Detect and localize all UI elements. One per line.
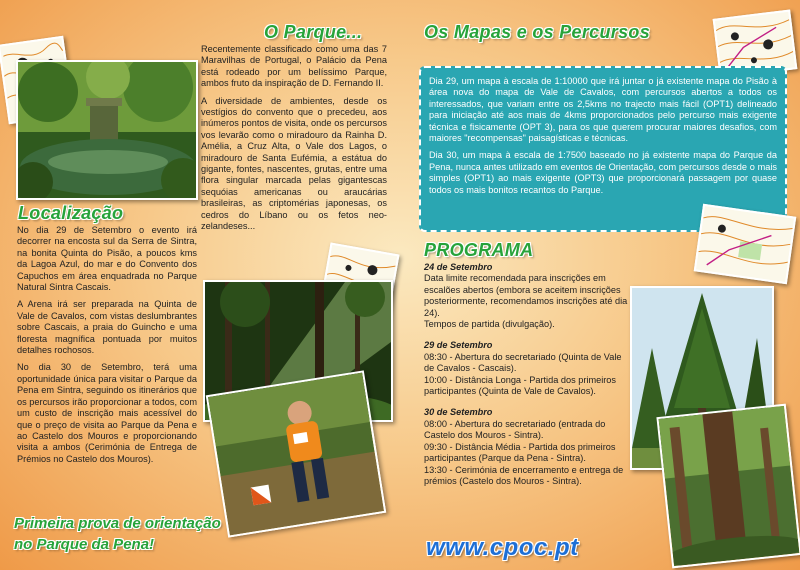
- programa-day-3-line-3: 13:30 - Cerimónia de encerramento e entrega de prémios (Castelo dos Mouros - Sintra).: [424, 464, 624, 486]
- mapas-paragraph-2: Dia 30, um mapa à escala de 1:7500 baseado no já existente mapa do Parque da Pena, nunca antes utilizado em eventos de Orientação, com percursos desde o mais simples (OPT1) ao mais exigente (OPT3) que proporcionará passagem por quase todos os mais bonitos recantos do Parque.: [429, 150, 777, 195]
- programa-day-1-line-2: Tempos de partida (divulgação).: [424, 319, 555, 330]
- orienteering-runner-photo: [206, 370, 387, 537]
- programa-day-1-line-1: Data limite recomendada para inscrições em escalões abertos (embora se aceitem inscrições posteriormente, recomendamos inscrições até dia 24).: [424, 273, 628, 318]
- lake-garden-photo: [16, 60, 198, 200]
- programa-day-2-line-1: 08:30 - Abertura do secretariado (Quinta de Vale de Cavalos - Cascais).: [424, 351, 622, 374]
- programa-day-2-line-2: 10:00 - Distância Longa - Partida dos primeiros participantes (Quinta de Vale de Cavalos).: [424, 374, 617, 397]
- mapas-paragraph-1: Dia 29, um mapa à escala de 1:10000 que irá juntar o já existente mapa do Pisão à área nova do mapa de Vale de Cavalos, com percursos abertos a todos os interessados, que variam entre os 2,5kms no trajecto mais fácil (OPT1) delineado para iniciação até aos mais de 4kms proporcionados pelo percurso mais exigente técnica e fisicamente (OPT 3), para os que querem procurar maiores desafios, com maiores "recompensas" paisagísticas e técnicas.: [429, 76, 777, 144]
- parque-text: [201, 44, 387, 239]
- parque-title: O Parque...: [264, 22, 363, 42]
- website-url[interactable]: www.cpoc.pt: [426, 534, 579, 561]
- programa-day-3-line-2: 09:30 - Distância Média - Partida dos primeiros participantes (Parque da Pena - Sintra).: [424, 441, 616, 464]
- mapas-text: [429, 76, 777, 196]
- programa-day-3: [424, 407, 634, 487]
- programa-day-2-date: 29 de Setembro: [424, 340, 493, 351]
- localizacao-paragraph-2: A Arena irá ser preparada na Quinta de Vale de Cavalos, com vistas deslumbrantes sobre Cascais, a praia do Guincho e uma floresta magnífica pontuada por muitos detalhes rochosos.: [17, 299, 197, 356]
- parque-paragraph-1: Recentemente classificado como uma das 7 Maravilhas de Portugal, o Palácio da Pena está rodeado por um belíssimo Parque, ambos fruto da inspiração de D. Fernando II.: [201, 44, 387, 89]
- big-tree-trunk-photo: [656, 404, 800, 569]
- programa-day-1-date: 24 de Setembro: [424, 262, 493, 272]
- mapas-title: Os Mapas e os Percursos: [424, 22, 651, 42]
- slogan-line-1: Primeira prova de orientação: [14, 515, 221, 532]
- programa-day-3-date: 30 de Setembro: [424, 407, 493, 418]
- programa-schedule: [424, 262, 634, 487]
- orienteering-map-right: [694, 204, 797, 284]
- programa-day-3-line-1: 08:00 - Abertura do secretariado (entrada do Castelo dos Mouros - Sintra).: [424, 418, 606, 441]
- localizacao-text: [17, 225, 197, 471]
- programa-day-2: [424, 340, 634, 397]
- slogan-line-2: no Parque da Pena!: [14, 536, 155, 553]
- localizacao-paragraph-1: No dia 29 de Setembro o evento irá decorrer na encosta sul da Serra de Sintra, na bonita Quinta do Pisão, a poucos kms da Lagoa Azul, do mar e do Convento dos Capuchos em área enquadrada no Parque Natural Sintra Cascais.: [17, 225, 197, 293]
- localizacao-title: Localização: [18, 203, 124, 223]
- localizacao-paragraph-3: No dia 30 de Setembro, terá uma oportunidade única para visitar o Parque da Pena em Sintra, seguindo os itinerários que os percursos irão proporcionar a todos, com um custo de inscrição mais acessível do que o preço de visita ao Parque da Pena e ao Castelo dos Mouros e proporcionando visita a ambos (Cerimónia de Entrega de Prémios no Castelo dos Mouros).: [17, 362, 197, 464]
- programa-title: PROGRAMA: [424, 240, 534, 260]
- programa-day-1: [424, 262, 634, 330]
- parque-paragraph-2: A diversidade de ambientes, desde os vestígios do convento que o precedeu, aos inúmeros pontos de visita, onde os percursos vos levarão como o miradouro da Rainha D. Amélia, a Cruz Alta, o Vale dos Lagos, o miradouro de Santa Eufémia, a estátua do gigante, fontes, nascentes, grutas, entre uma flora singular marcada pelas gigantescas sequóias americanas ou araucárias brasileiras, as criptomérias japonesas, os cedros do Líbano ou os fetos neo-zelandeses...: [201, 95, 387, 232]
